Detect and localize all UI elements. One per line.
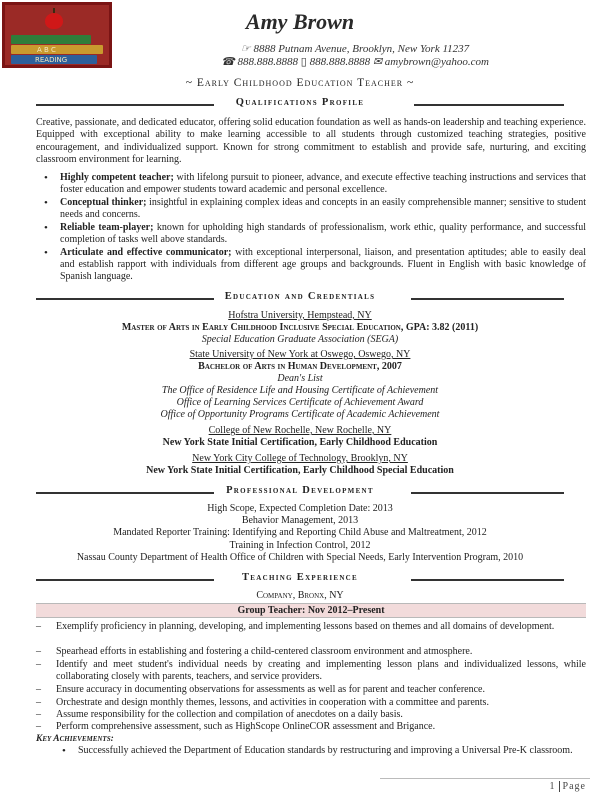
achievement-item: • Successfully achieved the Department of Education standards by restructuring and improving a Universal Pre-K classroom.	[78, 745, 586, 757]
footer-divider	[380, 778, 590, 779]
key-achievements-label: Key Achievements:	[36, 734, 114, 744]
duty-item: – Orchestrate and design monthly themes, lessons, and activities in cooperation with a committee and parents.	[56, 697, 586, 709]
duty-item: – Identify and meet student's individual needs by creating and implementing lesson plans and individualized lessons, while collaborating closely with parents, teachers, and service providers.	[56, 659, 586, 683]
duty-item: – Ensure accuracy in documenting observations for assessments as well as for parent and teacher conference.	[56, 684, 586, 696]
logo-text-reading: READING	[35, 56, 68, 64]
logo-text-abc: A B C	[37, 46, 56, 54]
training-item: Mandated Reporter Training: Identifying and Reporting Child Abuse and Maltreatment, 2012	[113, 527, 487, 538]
degree-bachelor: Bachelor of Arts in Human Development, 2007	[198, 361, 402, 372]
mobile-phone-icon: ▯	[300, 56, 307, 68]
qualification-bullet: • Reliable team-player; known for upholding high standards of professionalism, work ethic, quality performance, and successful completion of tasks well above standards.	[60, 222, 586, 246]
qualification-bullet: • Highly competent teacher; with lifelong pursuit to pioneer, advance, and execute effective teaching instructions and services that foster education and empower students toward academic and personal excellence.	[60, 172, 586, 196]
school-hofstra: Hofstra University, Hempstead, NY	[228, 310, 372, 321]
contact-line	[110, 55, 600, 68]
job-title: ~ Early Childhood Education Teacher ~	[185, 77, 415, 89]
duty-item: – Exemplify proficiency in planning, developing, and implementing lessons based on themes and all domains of development.	[56, 621, 586, 633]
telephone-icon: ☎	[221, 56, 235, 68]
candidate-name: Amy Brown	[245, 9, 355, 34]
training-item: Behavior Management, 2013	[241, 515, 359, 526]
school-citytech: New York City College of Technology, Brooklyn, NY	[192, 453, 408, 464]
page-footer	[550, 781, 586, 792]
email-address: amybrown@yahoo.com	[384, 56, 489, 68]
job-role-bar	[36, 603, 586, 618]
footer-separator	[559, 781, 560, 792]
professional-development-heading: Professional Development	[36, 485, 564, 499]
honor-item: Office of Learning Services Certificate of Achievement Award	[176, 397, 424, 408]
page-label: Page	[562, 781, 586, 792]
teaching-experience-heading: Teaching Experience	[36, 572, 564, 586]
mobile-number: 888.888.8888	[309, 56, 371, 68]
page-number: 1	[549, 781, 556, 792]
qualification-bullet: • Articulate and effective communicator; with exceptional interpersonal, liaison, and presentation aptitudes; able to easily deal and establish rapport with individuals from different age groups and backgrounds. Fluent in English with basic knowledge of Spanish language.	[60, 247, 586, 284]
duty-item: – Assume responsibility for the collection and compilation of anecdotes on a daily basis.	[56, 709, 586, 721]
honor-item: The Office of Residence Life and Housing Certificate of Achievement	[161, 385, 439, 396]
qualifications-heading: Qualifications Profile	[36, 97, 564, 111]
duty-item: – Spearhead efforts in establishing and fostering a child-centered classroom environment and atmosphere.	[56, 646, 586, 658]
envelope-icon: ✉	[372, 56, 383, 68]
honor-item: Dean's List	[277, 373, 323, 384]
training-item: Nassau County Department of Health Office of Children with Special Needs, Early Intervention Program, 2010	[76, 552, 524, 563]
certification-special-education: New York State Initial Certification, Early Childhood Special Education	[146, 465, 454, 476]
education-heading: Education and Credentials	[36, 291, 564, 305]
qualification-bullet: • Conceptual thinker; insightful in explaining complex ideas and concepts in an easily comprehensible manner; sensitive to student needs and concerns.	[60, 197, 586, 221]
training-item: High Scope, Expected Completion Date: 2013	[207, 503, 393, 514]
honor-item: Office of Opportunity Programs Certificate of Academic Achievement	[160, 409, 440, 420]
phone-number: 888.888.8888	[237, 56, 299, 68]
duty-item: – Perform comprehensive assessment, such as HighScope OnlineCOR assessment and Brigance.	[56, 721, 586, 733]
certification-early-childhood: New York State Initial Certification, Early Childhood Education	[162, 437, 438, 448]
training-item: Training in Infection Control, 2012	[229, 540, 371, 551]
association-note: Special Education Graduate Association (SEGA)	[201, 334, 399, 345]
degree-master: Master of Arts in Early Childhood Inclusive Special Education, GPA: 3.82 (2011)	[121, 322, 479, 333]
company-name: Company, Bronx, NY	[256, 590, 344, 601]
job-role: Group Teacher: Nov 2012–Present	[237, 605, 385, 616]
address-line: ☞ 8888 Putnam Avenue, Brooklyn, New York 11237	[240, 43, 470, 55]
hand-pointer-icon: ☞	[240, 43, 251, 55]
summary-paragraph: Creative, passionate, and dedicated educator, offering solid education foundation as well as hands-on leadership and teaching experience. Equipped with exceptional ability to make learning accessible to all students through customized teaching strategies, positive encouragement, and individualized support. Known for strong commitment to establish and provide safe, nurturing, and exciting classroom environment for learning.	[36, 117, 586, 166]
school-rochelle: College of New Rochelle, New Rochelle, NY	[208, 425, 392, 436]
school-oswego: State University of New York at Oswego, Oswego, NY	[189, 349, 411, 360]
